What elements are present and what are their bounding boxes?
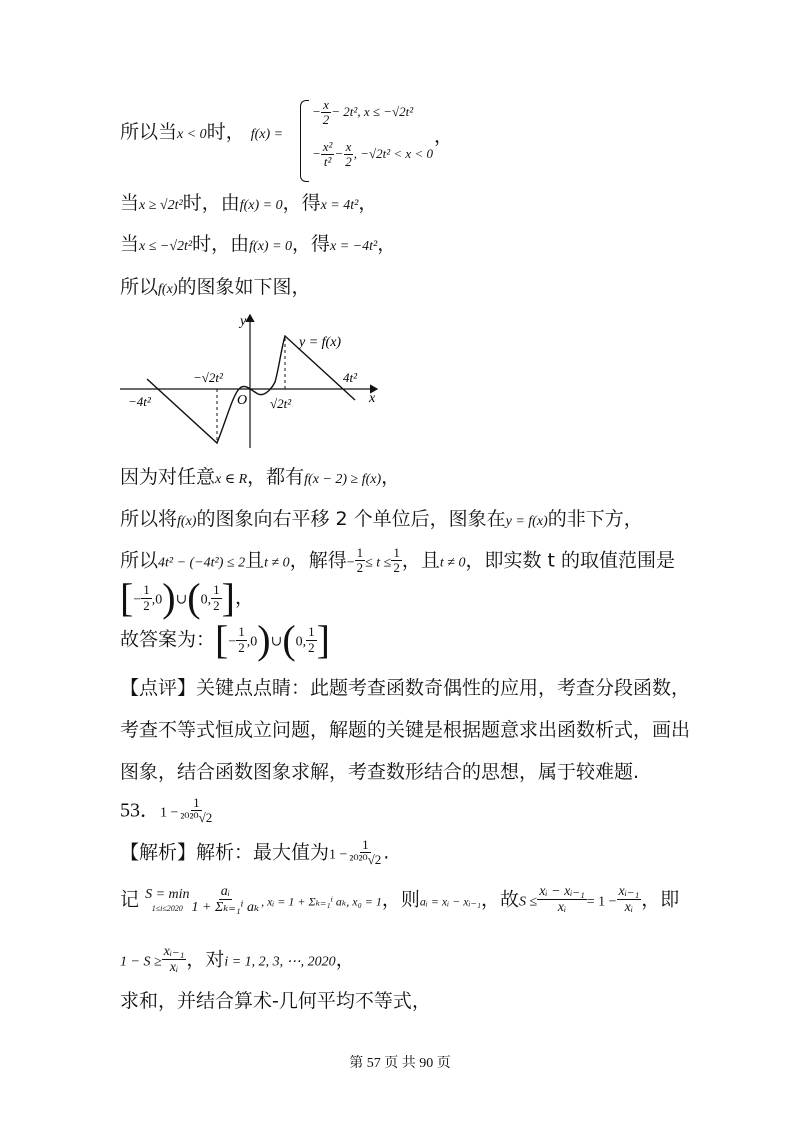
text-line-16: 1 − S ≥ $\frac{\text{xᵢ₋₁}}{\text{xᵢ}}$ ，对i = 1, 2, 3, ⋯, 2020， (120, 944, 355, 976)
text-line-1: 所以当x < 0时， f(x) = (120, 121, 284, 143)
neg-sqrt-label: −√2t² (193, 370, 223, 385)
piecewise-case-2: − $\frac{\text{x²}}{\text{t²}}$ − $\frac{x}{2}$ , −√2t² < x < 0 (312, 139, 433, 170)
piecewise-brace (300, 100, 309, 182)
text-line-10: 【点评】关键点点睛：此题考查函数奇偶性的应用，考查分段函数， (120, 677, 691, 699)
text-line-7: 所以4t² − (−4t²) ≤ 2且t ≠ 0，解得− $\frac{1}{2}$ ≤ t ≤ $\frac{1}{2}$ ，且t ≠ 0，即实数 t 的取值范围是 (120, 545, 675, 576)
text-line-13: 53．1 − $\frac{1}{\text{²⁰²⁰√2}}$ (120, 795, 213, 826)
text-line-14: 【解析】解析：最大值为1 − $\frac{1}{\text{²⁰²⁰√2}}$ . (120, 837, 390, 868)
sqrt-label: √2t² (270, 396, 292, 411)
y-axis-label: y (240, 314, 247, 329)
text-line-17: 求和，并结合算术-几何平均不等式， (120, 990, 431, 1012)
x-axis-label: x (369, 391, 376, 406)
neg-4t-label: −4t² (128, 394, 151, 409)
piecewise-end: ， (434, 125, 454, 147)
function-graph (115, 310, 385, 455)
text-line-11: 考查不等式恒成立问题，解题的关键是根据题意求出函数析式，画出 (120, 719, 691, 741)
text-line-4: 所以f(x)的图象如下图， (120, 276, 311, 298)
page-footer: 第 57 页 共 90 页 (349, 1056, 451, 1071)
pos-4t-label: 4t² (343, 370, 358, 385)
text-line-6: 所以将f(x)的图象向右平移 2 个单位后，图象在y = f(x)的非下方， (120, 508, 643, 530)
text-line-9-answer: 故答案为：[− $\frac{1}{2}$ ,0)∪(0, $\frac{1}{2}$ ] (120, 617, 330, 662)
text-line-2: 当x ≥ √2t²时，由f(x) = 0，得x = 4t²， (120, 192, 378, 214)
text-line-8-interval: [− $\frac{1}{2}$ ,0)∪(0, $\frac{1}{2}$ ]， (120, 575, 254, 620)
text-line-5: 因为对任意x ∈ R，都有f(x − 2) ≥ f(x)， (120, 466, 401, 488)
text-line-3: 当x ≤ −√2t²时，由f(x) = 0，得x = −4t²， (120, 233, 397, 255)
text-line-12: 图象，结合函数图象求解，考查数形结合的思想，属于较难题. (120, 761, 640, 783)
piecewise-case-1: − $\frac{x}{2}$ − 2t², x ≤ −√2t² (312, 97, 414, 128)
origin-label: O (237, 393, 248, 408)
text-line-15: 记 S = min 1≤i≤2020 $\frac{\text{aᵢ}}{\text{1 + Σₖ₌₁ⁱ aₖ}}$ , xᵢ = 1 + Σₖ₌₁ⁱ aₖ, x₀ = 1，则aᵢ = xᵢ − xᵢ₋₁，故S ≤ $\frac{\text{xᵢ − xᵢ₋₁}}{\text{xᵢ}}$ = 1 − $\frac{\text{xᵢ₋₁}}{\text{xᵢ}}$ ，即 (120, 884, 680, 916)
curve-label: y = f(x) (299, 335, 342, 350)
